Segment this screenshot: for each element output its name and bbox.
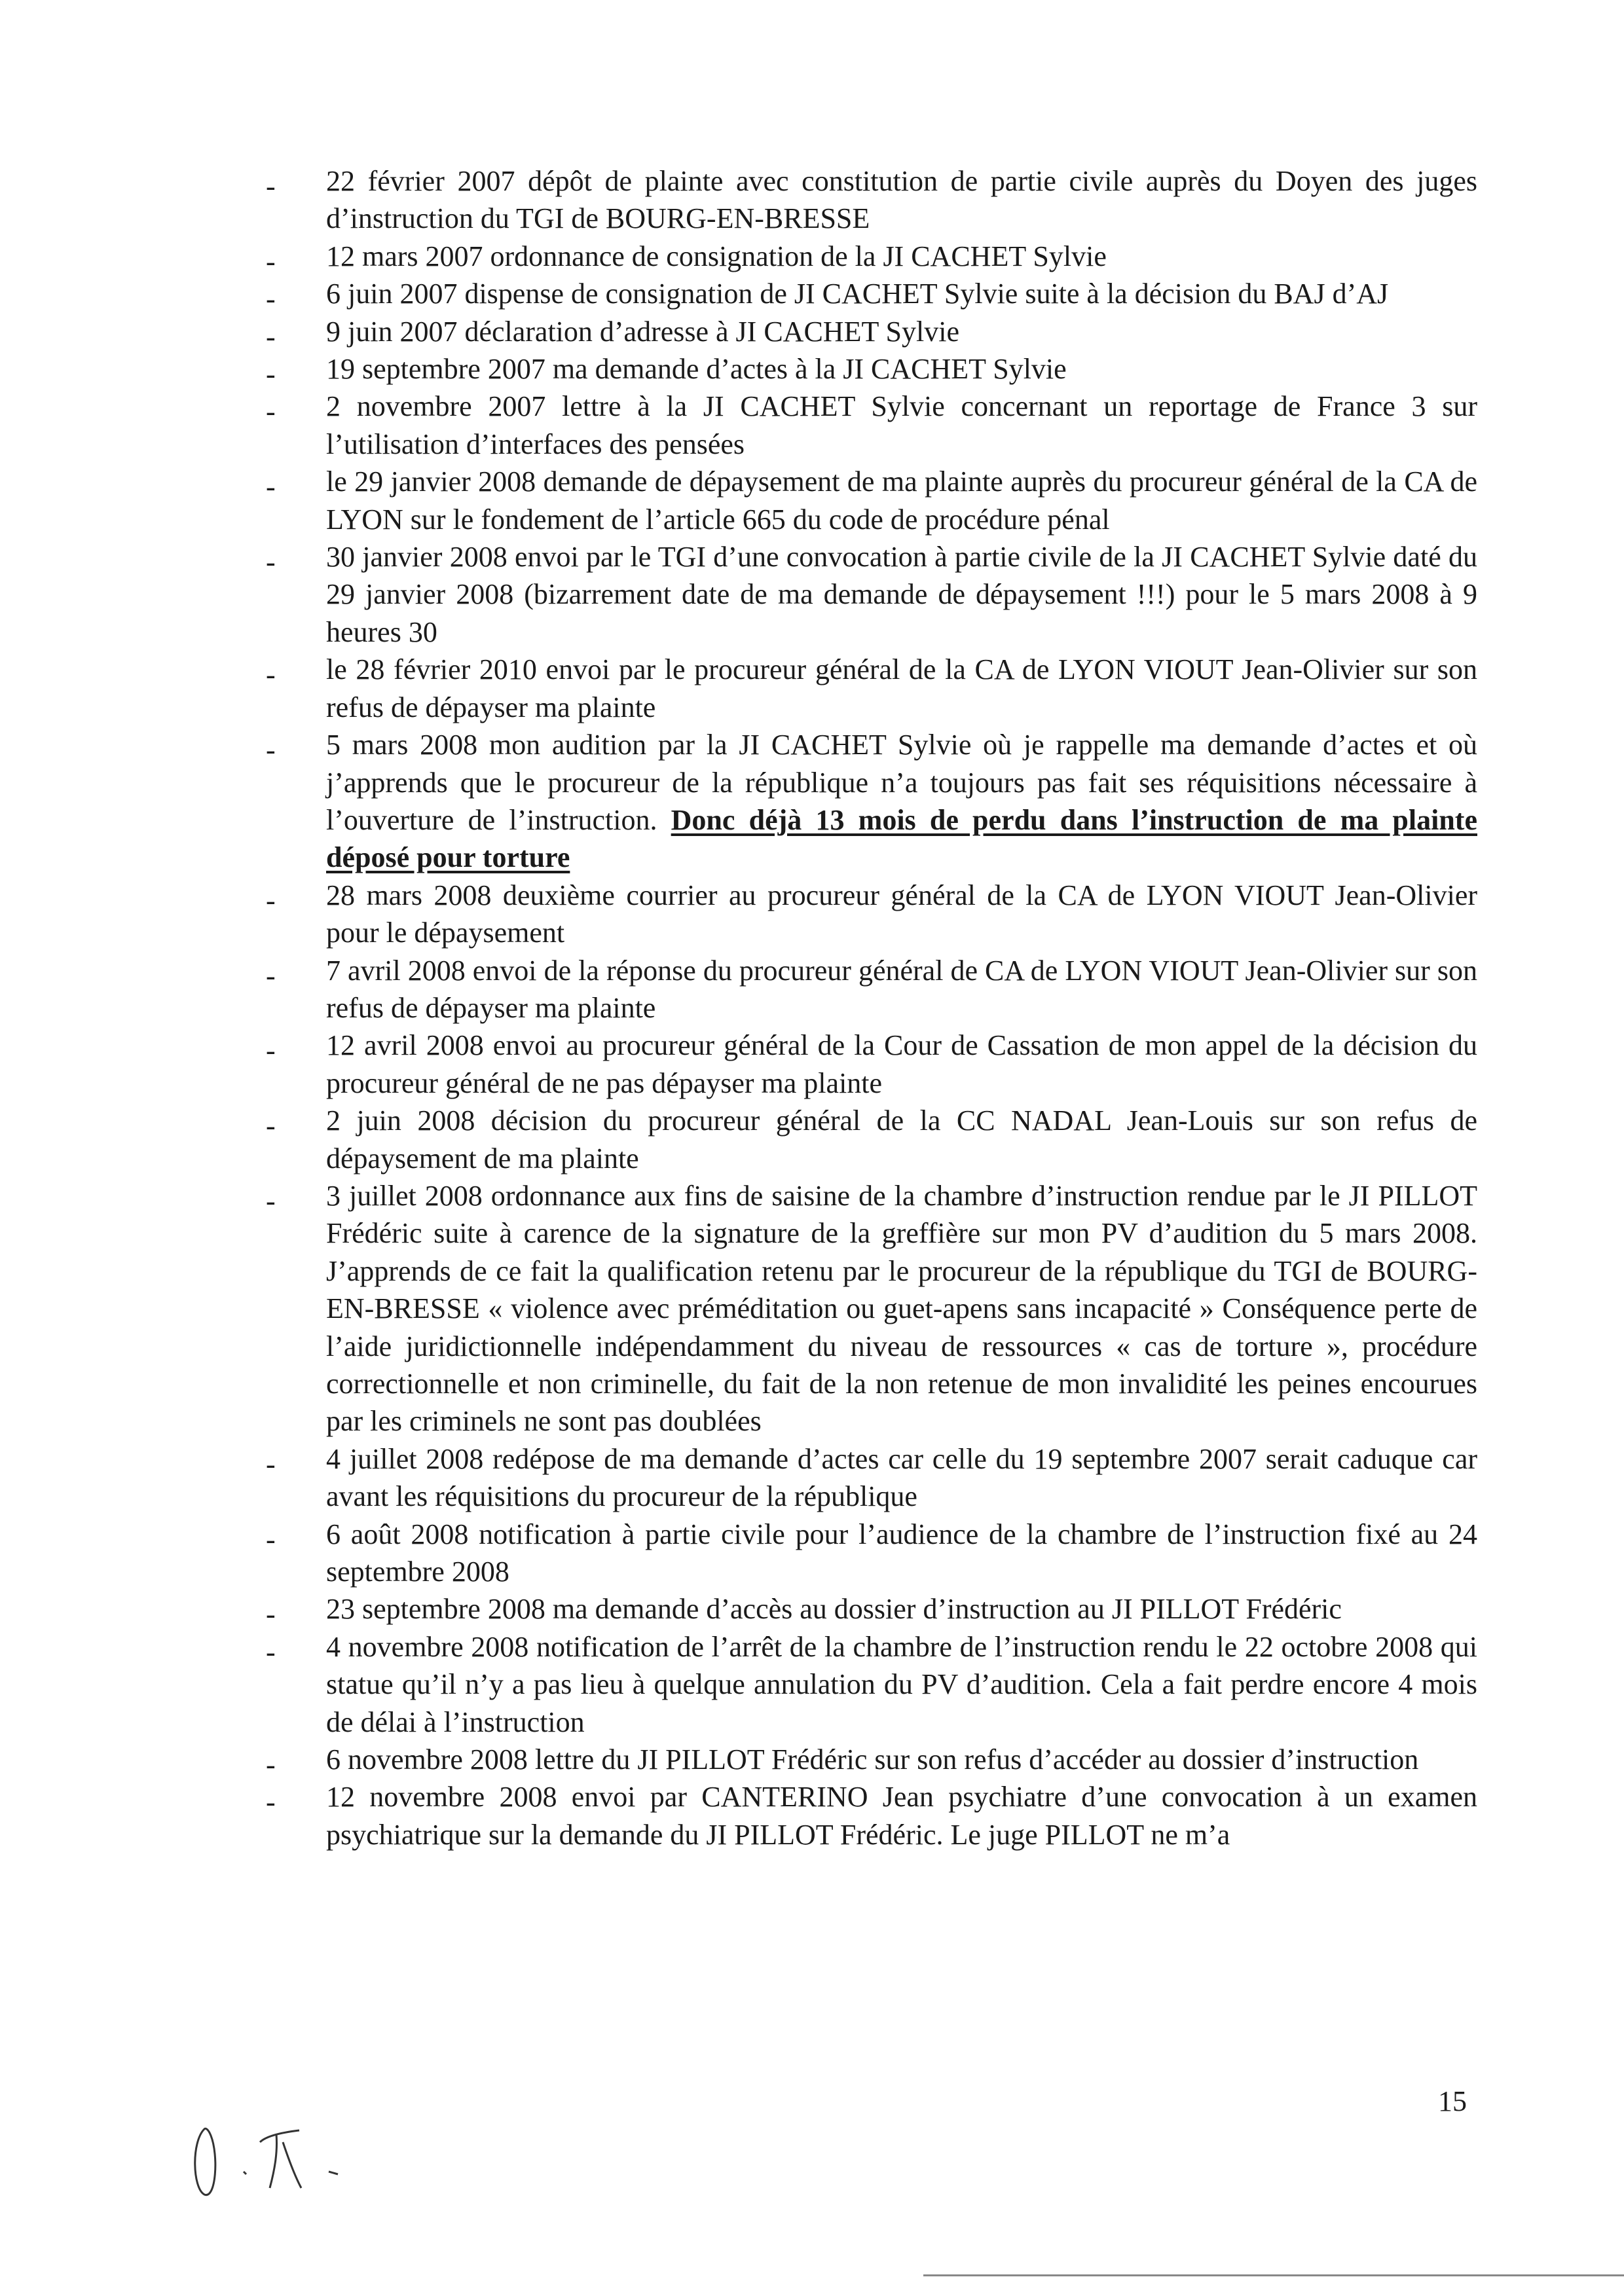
entry-text: 3 juillet 2008 ordonnance aux fins de saisine de la chambre d’instruction rendue par le JI PILLOT Frédéric suite à carence de la signature de la greffière sur mon PV d’audition du 5 mars 2008. J’apprends de ce fait la qualification retenu par le procureur de la république du TGI de BOURG-EN-BRESSE « violence avec préméditation ou guet-apens sans incapacité » Conséquence perte de l’aide juridictionnelle indépendamment du niveau de ressources « cas de torture », procédure correctionnelle et non criminelle, du fait de la non retenue de mon invalidité les peines encourues par les criminels ne sont pas doublées [326,1179,1477,1438]
list-dash: - [266,358,276,391]
list-item [266,238,1477,278]
list-item [266,463,1477,538]
list-dash: - [266,959,276,992]
list-dash: - [266,1786,276,1819]
entry-text: 2 juin 2008 décision du procureur général de la CC NADAL Jean-Louis sur son refus de dépaysement de ma plainte [326,1104,1477,1175]
list-item [266,388,1477,463]
list-item [266,350,1477,391]
entry-text: le 28 février 2010 envoi par le procureur général de la CA de LYON VIOUT Jean-Olivier sur son refus de dépayser ma plainte [326,653,1477,723]
list-dash: - [266,1034,276,1067]
list-item [266,952,1477,1027]
list-item [266,275,1477,316]
entry-text: 19 septembre 2007 ma demande d’actes à la JI CACHET Sylvie [326,353,1067,386]
list-dash: - [266,546,276,579]
entry-text: 30 janvier 2008 envoi par le TGI d’une convocation à partie civile de la JI CACHET Sylvie daté du 29 janvier 2008 (bizarrement date de ma demande de dépaysement !!!) pour le 5 mars 2008 à 9 heures 30 [326,541,1477,648]
chronology-list [266,162,1477,1853]
list-item [266,651,1477,726]
list-item [266,1516,1477,1591]
entry-text: 6 juin 2007 dispense de consignation de JI CACHET Sylvie suite à la décision du BAJ d’AJ [326,278,1389,310]
list-dash: - [266,659,276,691]
entry-text: 12 mars 2007 ordonnance de consignation de la JI CACHET Sylvie [326,240,1107,272]
list-dash: - [266,170,276,202]
list-dash: - [266,320,276,353]
list-dash: - [266,1448,276,1480]
list-item [266,1741,1477,1781]
entry-text: 12 novembre 2008 envoi par CANTERINO Jean psychiatre d’une convocation à un examen psychiatrique sur la demande du JI PILLOT Frédéric. Le juge PILLOT ne m’a [326,1781,1477,1851]
list-item [266,1102,1477,1177]
list-item [266,1628,1477,1741]
entry-text: 12 avril 2008 envoi au procureur général de la Cour de Cassation de mon appel de la décision du procureur général de ne pas dépayser ma plainte [326,1029,1477,1099]
list-item [266,313,1477,353]
page-number: 15 [1438,2085,1467,2117]
list-dash: - [266,884,276,917]
list-item [266,1440,1477,1516]
list-dash: - [266,1749,276,1781]
list-dash: - [266,1523,276,1556]
handwritten-signature [185,2116,381,2214]
entry-text: 9 juin 2007 déclaration d’adresse à JI CACHET Sylvie [326,315,959,348]
entry-text: 5 mars 2008 mon audition par la JI CACHET Sylvie où je rappelle ma demande d’actes et où j’apprends que le procureur de la république n’a toujours pas fait ses réquisitions nécessaire à l’ouverture de l’instruction. [326,729,1477,836]
list-dash: - [266,395,276,428]
list-dash: - [266,1635,276,1668]
list-dash: - [266,1184,276,1217]
list-dash: - [266,245,276,278]
entry-text: 28 mars 2008 deuxième courrier au procureur général de la CA de LYON VIOUT Jean-Olivier pour le dépaysement [326,879,1477,949]
entry-text: 6 novembre 2008 lettre du JI PILLOT Frédéric sur son refus d’accéder au dossier d’instruction [326,1743,1419,1776]
entry-text: 2 novembre 2007 lettre à la JI CACHET Sylvie concernant un reportage de France 3 sur l’utilisation d’interfaces des pensées [326,390,1477,460]
entry-text: 6 août 2008 notification à partie civile pour l’audience de la chambre de l’instruction fixé au 24 septembre 2008 [326,1518,1477,1588]
list-dash: - [266,283,276,316]
list-dash: - [266,734,276,767]
list-dash: - [266,471,276,503]
list-item [266,877,1477,952]
entry-text: le 29 janvier 2008 demande de dépaysement de ma plainte auprès du procureur général de la CA de LYON sur le fondement de l’article 665 du code de procédure pénal [326,465,1477,536]
list-item [266,726,1477,877]
emphasis-text: Donc déjà 13 mois de perdu dans l’instruction de ma plainte déposé pour torture [326,803,1477,874]
list-item [266,538,1477,651]
list-item [266,162,1477,238]
entry-text: 7 avril 2008 envoi de la réponse du procureur général de CA de LYON VIOUT Jean-Olivier sur son refus de dépayser ma plainte [326,954,1477,1024]
list-item [266,1778,1477,1853]
entry-text: 4 novembre 2008 notification de l’arrêt de la chambre de l’instruction rendu le 22 octobre 2008 qui statue qu’il n’y a pas lieu à quelque annulation du PV d’audition. Cela a fait perdre encore 4 mois de délai à l’instruction [326,1630,1477,1738]
entry-text: 22 février 2007 dépôt de plainte avec constitution de partie civile auprès du Doyen des juges d’instruction du TGI de BOURG-EN-BRESSE [326,165,1477,235]
entry-text: 4 juillet 2008 redépose de ma demande d’actes car celle du 19 septembre 2007 serait caduque car avant les réquisitions du procureur de la république [326,1442,1477,1513]
list-dash: - [266,1598,276,1631]
footer-divider [923,2274,1624,2276]
list-dash: - [266,1110,276,1142]
list-item [266,1027,1477,1102]
list-item [266,1177,1477,1440]
entry-text: 23 septembre 2008 ma demande d’accès au dossier d’instruction au JI PILLOT Frédéric [326,1593,1342,1626]
list-item [266,1590,1477,1631]
